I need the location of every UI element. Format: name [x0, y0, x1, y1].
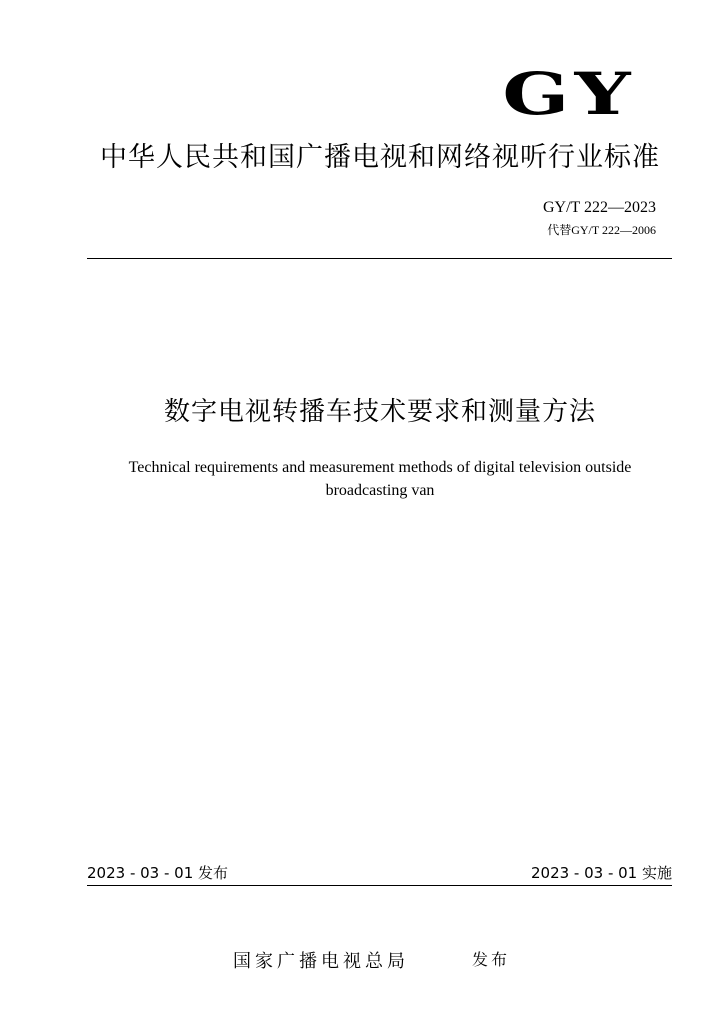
issuer-name: 国家广播电视总局: [233, 951, 409, 972]
organization-title: 中华人民共和国广播电视和网络视听行业标准: [100, 142, 660, 173]
top-divider: [87, 258, 672, 259]
issue-date: 2023 - 03 - 01 发布: [87, 864, 229, 882]
issuer-action: 发布: [472, 950, 511, 969]
bottom-divider: [87, 885, 672, 886]
replaces-standard: 代替GY/T 222—2006: [547, 223, 656, 237]
document-title-english: Technical requirements and measurement methods of digital television outside broadcasting van: [128, 459, 632, 499]
document-title-chinese: 数字电视转播车技术要求和测量方法: [163, 397, 596, 427]
standard-number: GY/T 222—2023: [542, 199, 656, 216]
gy-logo: GY: [502, 60, 636, 128]
implementation-date: 2023 - 03 - 01 实施: [530, 864, 672, 882]
